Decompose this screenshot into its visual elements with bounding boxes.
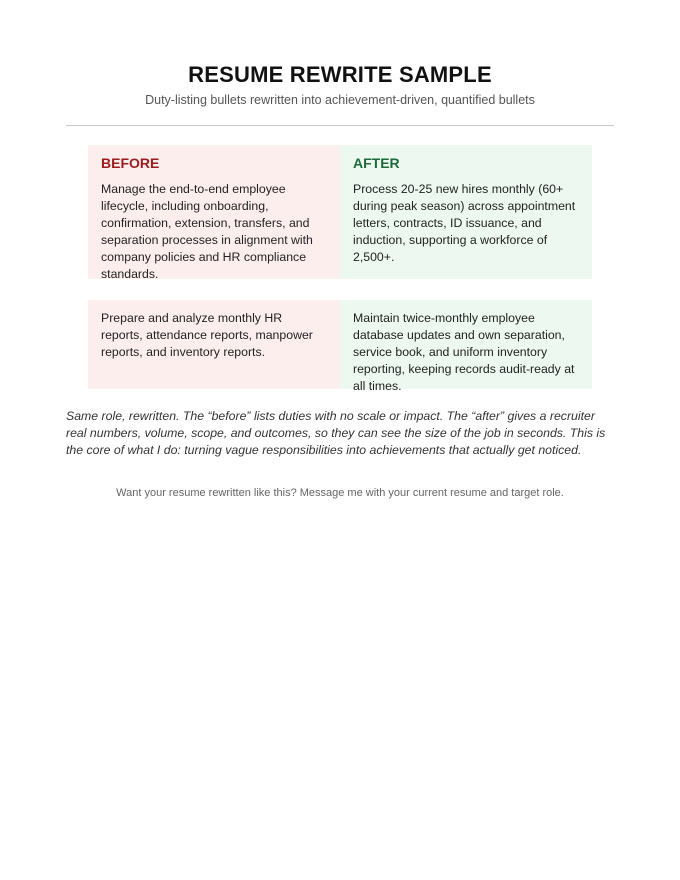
- page-subtitle: Duty-listing bullets rewritten into achievement-driven, quantified bullets: [145, 93, 535, 107]
- comparison-row-2: [88, 300, 592, 393]
- summary-paragraph: Same role, rewritten. The “before” lists duties with no scale or impact. The “after” gives a recruiter real numbers, volume, scope, and outcomes, so they can see the size of the job in seconds. This is the core of what I do: turning vague responsibilities into achievements that actually get noticed.: [66, 409, 606, 457]
- after-text-1: Process 20-25 new hires monthly (60+ during peak season) across appointment letters, contracts, ID issuance, and induction, supporting a workforce of 2,500+.: [353, 182, 576, 264]
- before-text-1: Manage the end-to-end employee lifecycle, including onboarding, confirmation, extension, transfers, and separation processes in alignment with company policies and HR compliance standards.: [101, 182, 313, 281]
- after-heading: AFTER: [353, 155, 400, 171]
- after-text-2: Maintain twice-monthly employee database updates and own separation, service book, and uniform inventory reporting, keeping records audit-ready at all times.: [353, 311, 575, 393]
- before-heading: BEFORE: [101, 155, 160, 171]
- page-title: RESUME REWRITE SAMPLE: [188, 62, 492, 87]
- before-cell-2: [88, 300, 340, 389]
- call-to-action: Want your resume rewritten like this? Message me with your current resume and target role.: [116, 487, 564, 499]
- after-cell-2: [340, 300, 592, 393]
- after-cell-1: [340, 145, 592, 279]
- before-text-2: Prepare and analyze monthly HR reports, attendance reports, manpower reports, and inventory reports.: [101, 311, 313, 359]
- comparison-row-1: [88, 145, 592, 279]
- header-divider: [66, 125, 614, 126]
- before-cell-1: [88, 145, 340, 279]
